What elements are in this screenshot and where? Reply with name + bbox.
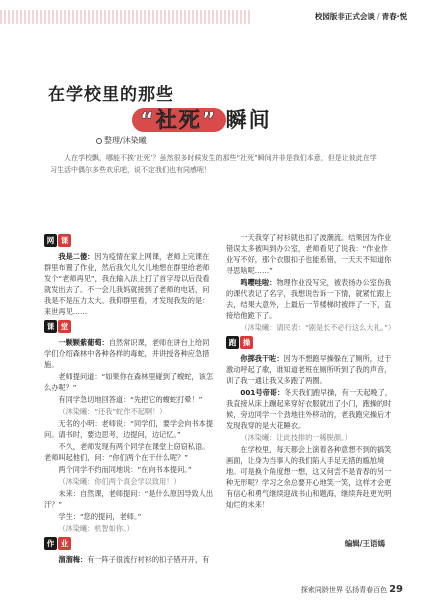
paragraph xyxy=(44,488,216,510)
paragraph xyxy=(44,418,216,440)
paragraph xyxy=(226,353,392,386)
paragraph-text: 因为不想跑早操躲在了厕所，过于激动呼起了歌，谁知道老班在厕所听到了我的声音，训了我一通让我又多跑了两圈。 xyxy=(226,354,392,385)
author-name: 001号帝哥： xyxy=(240,388,285,397)
story-section xyxy=(44,318,216,534)
page-footer xyxy=(301,584,403,595)
paragraph xyxy=(226,277,392,321)
paragraph-text: 一天我穿了衬衫就也扣了波潮流。结果因为作业错误太多被叫到办公室，老师看见了说我：“作业作业写不好，那个衣服扣子也能系错，一天天不知道你寻思啥呢……” xyxy=(226,233,392,275)
section-badge xyxy=(44,320,72,333)
editor-text: 编辑/王语嫣 xyxy=(344,539,385,548)
header-stripe-decoration xyxy=(0,10,250,24)
paragraph-text: 老师提问道：“如果你在森林里碰到了蝮蛇，该怎么办呢？” xyxy=(44,372,214,392)
section-badge xyxy=(44,234,72,247)
badge-char: 课 xyxy=(44,320,57,333)
paragraph xyxy=(226,232,392,276)
badge-char: 操 xyxy=(240,336,253,349)
intro-paragraph: 人在学校飘，哪能不挨‘社死’？虽然很多时候发生的那些“社死”瞬间并非是我们本意，但是让彼此在学习生活中偶尔多些欢乐吧，说不定我们也有同感呢！ xyxy=(50,154,377,174)
article-title xyxy=(40,80,288,132)
story-section xyxy=(226,334,392,386)
story-section xyxy=(226,387,392,443)
paragraph xyxy=(226,432,392,443)
section-tag: 校园版非正式会谈 / 青春·悦 xyxy=(314,12,407,21)
magazine-slogan: 探索同龄世界 弘扬青春百色 xyxy=(300,586,388,594)
story-section xyxy=(44,535,216,565)
editor-credit xyxy=(345,538,385,549)
title-line-1: 在学校里的那些 xyxy=(48,85,174,105)
paragraph xyxy=(44,337,216,370)
section-badge xyxy=(44,537,72,550)
paragraph xyxy=(44,554,216,565)
badge-char: 网 xyxy=(44,234,57,247)
page-number: 29 xyxy=(389,584,403,595)
paragraph-text: 两个同学不约而同地说：“在向书本提问。” xyxy=(58,465,192,474)
paragraph-text: 学生：“您的提问，老师。” xyxy=(58,512,142,521)
story-section xyxy=(226,232,392,276)
author-name: 我是二傻： xyxy=(58,252,95,261)
header-band xyxy=(0,0,427,28)
paragraph xyxy=(226,322,396,333)
author-name: 鸣嘤哇啦： xyxy=(240,278,277,287)
story-section xyxy=(226,444,392,510)
column-label: 青春·悦 xyxy=(381,12,407,21)
title-line-2 xyxy=(132,104,272,134)
paragraph-text: （沐染曦：“还我”蛇作不起啊！） xyxy=(58,407,167,416)
paragraph xyxy=(226,444,392,510)
paragraph-text: 有同学急切地回答道：“先把它的蝮蛇打晕！” xyxy=(58,395,203,404)
story-section xyxy=(44,232,216,317)
paragraph-text: （沐染曦：你们两个真会学以致用！） xyxy=(58,477,181,486)
paragraph xyxy=(44,464,216,475)
badge-char: 堂 xyxy=(58,320,71,333)
paragraph-text: （沐染曦：让此技排的一稀脱颜。） xyxy=(240,433,352,442)
paragraph-text: 无名的小明：老师说：“同学们，要学会向书本提问。请书时，要边思考，边提问，边记忆。” xyxy=(44,419,214,439)
paragraph xyxy=(44,476,216,487)
paragraph-text: 因为疫情在家上网课，老师上完课在群里布置了作业，然后我欠儿欠儿地想在群里给老师发个“老师再见”，我在输入法上打了首字母以后没看就发出去了。不一会儿我妈就接到了老师的电话，问我是不是压力太大。我仰群里看，才发现我发的是：来世再见…… xyxy=(44,252,210,316)
badge-char: 作 xyxy=(44,537,57,550)
author-name: 一颗颗紫葡萄： xyxy=(58,338,109,347)
badge-char: 业 xyxy=(58,537,71,550)
byline-text: 整理/沐染曦 xyxy=(104,136,147,145)
edition-label: 校园版非正式会谈 xyxy=(314,12,375,21)
right-column xyxy=(226,232,396,511)
paragraph xyxy=(44,371,216,393)
circle-icon xyxy=(96,138,102,144)
paragraph-text: 冬天我们跑早操，有一天起晚了，我直接从床上蹦起来穿好衣服就出了小门，跑操的时候，旁边同学一个劲地往外移动的，老我跑完操后才发现我穿的是大花睡衣。 xyxy=(226,388,392,430)
paragraph-text: 在学校里，每天都会上演着各种意想不到的搞笑画面，让身为当事人的我们陷入手足无措的尴尬境地。可是换个角度想一想，这又何尝不是青春的另一种无形呢？学习之余总要开心地笑一笑，这样才会更有信心和勇气继续迎战书山和题海，继续奔赴更光明灿烂的未来！ xyxy=(226,445,392,509)
paragraph xyxy=(44,251,216,317)
paragraph xyxy=(44,406,216,417)
paragraph-text: 未来：自然课，老师提问：“是什么原因导致人出汗？” xyxy=(44,489,214,509)
badge-char: 跑 xyxy=(226,336,239,349)
paragraph xyxy=(44,523,216,534)
left-column xyxy=(44,232,216,566)
paragraph-text: （沐染曦：请民表：“剧是长不必行这么大礼。”） xyxy=(240,323,396,332)
section-badge xyxy=(226,336,254,349)
paragraph-text: （沐染曦：机智如你。） xyxy=(58,524,134,533)
paragraph-text: 有一阵子很流行衬衫的扣子错开开，有 xyxy=(87,555,210,564)
paragraph xyxy=(44,511,216,522)
paragraph-text: 自然常识课，老师在讲台上给同学们介绍森林中各种各样的毒蛇，并讲授各种应急措施。 xyxy=(44,338,210,369)
title-highlight-word: “社死” xyxy=(132,108,226,132)
badge-char: 课 xyxy=(58,234,71,247)
author-name: 溜溜梅： xyxy=(58,555,88,564)
byline xyxy=(96,135,147,146)
paragraph xyxy=(44,394,216,405)
title-rest-word: 瞬间 xyxy=(225,108,272,132)
author-name: 你掷我干咗： xyxy=(240,354,284,363)
story-section xyxy=(226,277,396,333)
paragraph xyxy=(226,387,392,431)
paragraph-text: 物理作业没写完，被表扬办公室伤我的课代表记了名字，我想说告诉一下情，就紧忙跟上去，结果大意外，上最后一节楼梯时被绊了一下，直接给他跪下了。 xyxy=(226,278,392,320)
paragraph xyxy=(44,441,216,463)
paragraph-text: 不久，老师发现有两个同学在课堂上窃窃私语。老师叫起他们，问：“你们两个在干什么呢？” xyxy=(44,442,210,462)
